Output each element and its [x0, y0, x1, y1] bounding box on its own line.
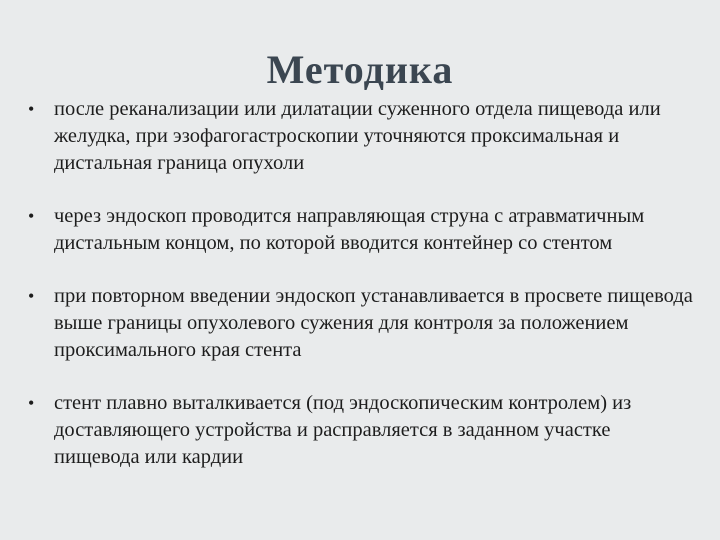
bullet-text: стент плавно выталкивается (под эндоскопическим контролем) из доставляющего устройства и расправляется в заданном участке пищевода или кардии	[54, 392, 632, 468]
bullet-marker: •	[28, 99, 35, 119]
bullet-item-1	[28, 96, 698, 177]
bullet-item-3	[28, 283, 698, 364]
bullet-marker: •	[28, 286, 35, 306]
bullet-marker: •	[28, 206, 35, 226]
bullet-text: после реканализации или дилатации суженного отдела пищевода или желудка, при эзофагогастроскопии уточняются проксимальная и дистальная граница опухоли	[54, 98, 661, 174]
slide-title: Методика	[266, 47, 454, 92]
bullet-marker: •	[28, 393, 35, 413]
bullet-item-4	[28, 390, 698, 471]
bullet-text: через эндоскоп проводится направляющая струна с атравматичным дистальным концом, по которой вводится контейнер со стентом	[54, 205, 645, 254]
bullet-item-2	[28, 203, 698, 257]
bullet-list	[28, 96, 698, 497]
bullet-text: при повторном введении эндоскоп устанавливается в просвете пищевода выше границы опухолевого сужения для контроля за положением проксимального края стента	[54, 285, 693, 361]
